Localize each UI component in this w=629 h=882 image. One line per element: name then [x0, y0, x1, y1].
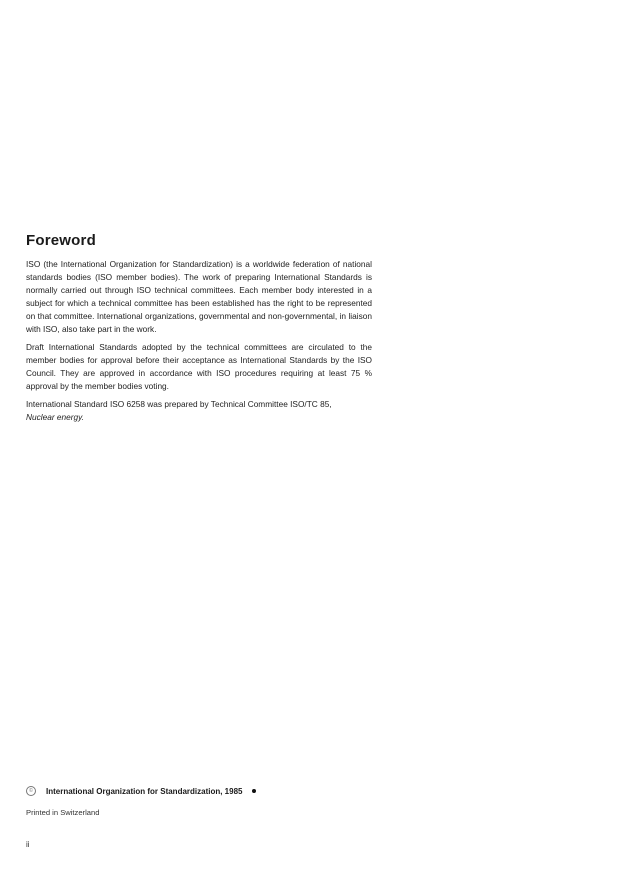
copyright-line — [26, 786, 256, 796]
foreword-paragraph-3 — [26, 398, 372, 424]
copyright-icon: © — [26, 786, 36, 796]
page-number: ii — [26, 840, 30, 849]
foreword-paragraph-2: Draft International Standards adopted by the technical committees are circulated to the member bodies for approval before their acceptance as International Standards by the ISO Council. They are approved in accordance with ISO procedures requiring at least 75 % approval by the member bodies voting. — [26, 342, 372, 391]
committee-name: Nuclear energy. — [26, 411, 84, 422]
foreword-paragraph-1: ISO (the International Organization for Standardization) is a worldwide federation of national standards bodies (ISO member bodies). The work of preparing International Standards is normally carried out through ISO technical committees. Each member body interested in a subject for which a technical committee has been established has the right to be represented on that committee. International organizations, governmental and non-governmental, in liaison with ISO, also take part in the work. — [26, 259, 372, 334]
bullet-icon — [252, 789, 256, 793]
paragraph-3-text: International Standard ISO 6258 was prepared by Technical Committee ISO/TC 85, — [26, 399, 332, 409]
copyright-text: International Organization for Standardization, 1985 — [46, 786, 243, 796]
printed-in: Printed in Switzerland — [26, 808, 100, 817]
foreword-heading: Foreword — [26, 232, 96, 249]
